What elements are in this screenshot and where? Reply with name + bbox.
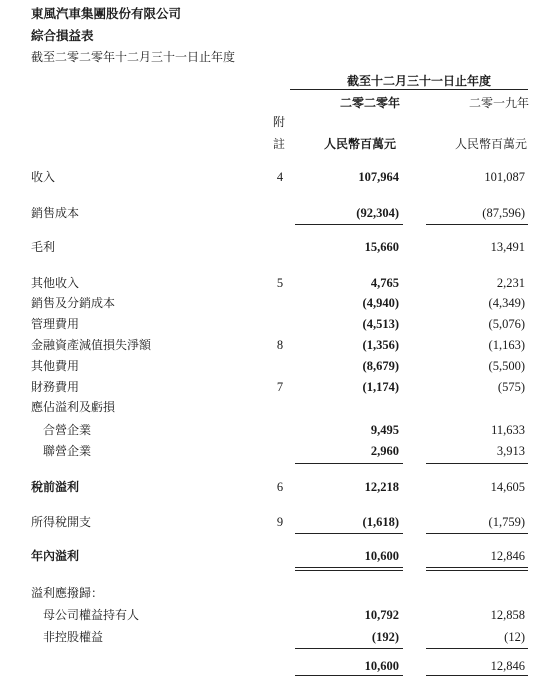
current-year-value: 9,495 [370,423,399,437]
row-finance-costs [0,378,550,396]
total-rule-prior [426,675,528,676]
total-rule-current-second [295,570,403,571]
column-group-rule [290,89,528,90]
statement-period: 截至二零二零年十二月三十一日止年度 [31,50,236,64]
subtotal-rule-prior [426,533,528,534]
current-year-value: (4,513) [362,317,399,331]
current-year-value: 10,600 [364,659,399,673]
row-label: 收入 [31,170,56,184]
current-year-value: 15,660 [364,240,399,254]
row-label: 聯營企業 [43,444,92,458]
current-year-value: (4,940) [362,296,399,310]
column-group-heading: 截至十二月三十一日止年度 [347,74,492,88]
prior-year-value: 101,087 [484,170,525,184]
row-label: 溢利應撥歸： [31,586,104,600]
current-year-value: 4,765 [370,276,399,290]
row-impairment-losses [0,336,550,354]
row-label: 毛利 [31,240,56,254]
current-year-value: (92,304) [356,206,399,220]
row-label: 母公司權益持有人 [43,608,140,622]
row-note: 8 [276,338,284,352]
row-gross-profit [0,238,550,256]
prior-year-value: (1,163) [488,338,525,352]
prior-year-value: 14,605 [490,480,525,494]
current-year-value: 2,960 [370,444,399,458]
current-year-value: 10,792 [364,608,399,622]
total-rule-prior-second [426,570,528,571]
row-share-of-profits-heading [0,398,550,416]
row-label: 管理費用 [31,317,80,331]
current-year-value: 107,964 [358,170,399,184]
current-year-value: (192) [371,630,399,644]
row-label: 銷售成本 [31,206,80,220]
prior-year-value: (87,596) [482,206,525,220]
row-non-controlling-interests [0,628,550,646]
row-label: 非控股權益 [43,630,104,644]
prior-year-value: (5,076) [488,317,525,331]
row-label: 財務費用 [31,380,80,394]
row-label: 年內溢利 [31,549,80,563]
row-label: 金融資產減值損失淨額 [31,338,152,352]
row-profit-before-tax [0,478,550,496]
prior-year-value: 12,858 [490,608,525,622]
subtotal-rule-current [295,463,403,464]
row-joint-ventures [0,421,550,439]
row-other-expenses [0,357,550,375]
subtotal-rule-prior [426,463,528,464]
current-year-value: 10,600 [364,549,399,563]
prior-year-value: 12,846 [490,659,525,673]
note-heading-bottom: 註 [273,137,286,151]
row-label: 稅前溢利 [31,480,80,494]
row-associates [0,442,550,460]
prior-year-value: 12,846 [490,549,525,563]
prior-unit-heading: 人民幣百萬元 [455,137,528,151]
row-note: 7 [276,380,284,394]
prior-year-value: (12) [504,630,525,644]
row-note: 9 [276,515,284,529]
subtotal-rule-current [295,224,403,225]
row-attributable-heading [0,584,550,602]
prior-year-value: 11,633 [491,423,525,437]
prior-year-value: (4,349) [488,296,525,310]
row-note: 5 [276,276,284,290]
subtotal-rule-current [295,648,403,649]
subtotal-rule-prior [426,648,528,649]
statement-title: 綜合損益表 [31,28,94,43]
total-rule-current [295,675,403,676]
row-label: 銷售及分銷成本 [31,296,116,310]
row-label: 應佔溢利及虧損 [31,400,116,414]
subtotal-rule-prior [426,224,528,225]
prior-year-heading: 二零一九年 [469,96,530,110]
row-total-attributable [0,657,550,675]
row-label: 其他費用 [31,359,80,373]
row-revenue [0,168,550,186]
row-note: 4 [276,170,284,184]
note-heading-top: 附 [273,115,286,129]
current-year-value: 12,218 [364,480,399,494]
prior-year-value: (1,759) [488,515,525,529]
prior-year-value: 13,491 [490,240,525,254]
prior-year-value: (575) [497,380,525,394]
total-rule-prior [426,567,528,568]
row-note: 6 [276,480,284,494]
current-year-value: (1,356) [362,338,399,352]
total-rule-current [295,567,403,568]
row-income-tax [0,513,550,531]
current-unit-heading: 人民幣百萬元 [324,137,397,151]
current-year-value: (1,618) [362,515,399,529]
prior-year-value: 2,231 [496,276,525,290]
current-year-heading: 二零二零年 [340,96,401,110]
row-label: 合營企業 [43,423,92,437]
current-year-value: (1,174) [362,380,399,394]
prior-year-value: 3,913 [496,444,525,458]
row-cost-of-sales [0,204,550,222]
subtotal-rule-current [295,533,403,534]
row-admin-expenses [0,315,550,333]
row-label: 所得稅開支 [31,515,92,529]
prior-year-value: (5,500) [488,359,525,373]
row-other-income [0,274,550,292]
row-profit-for-year [0,547,550,565]
row-selling-costs [0,294,550,312]
company-name: 東風汽車集團股份有限公司 [31,6,182,21]
row-owners-of-parent [0,606,550,624]
current-year-value: (8,679) [362,359,399,373]
row-label: 其他收入 [31,276,80,290]
